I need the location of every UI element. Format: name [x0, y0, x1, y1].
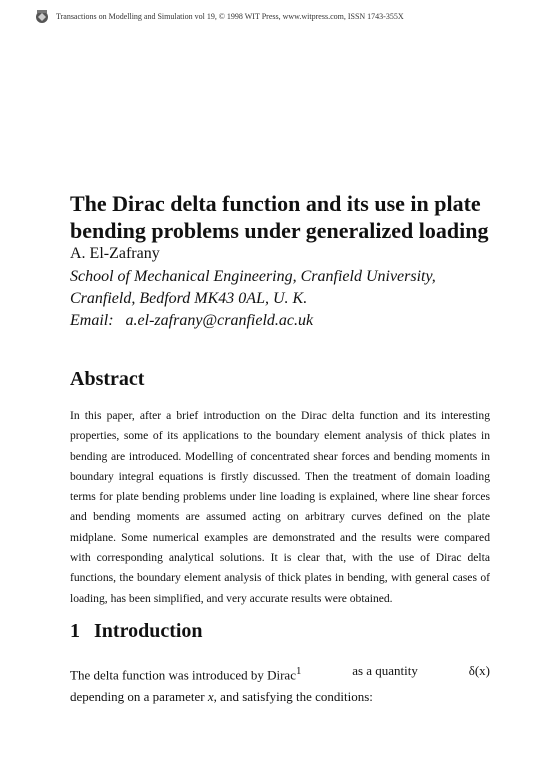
- abstract-text: In this paper, after a brief introduction on the Dirac delta function and its interesting properties, some of its applications to the boundary element analysis of thick plates in bending are introduced. Modelling of concentrated shear forces and bending moments in boundary integral equations is firstly discussed. Then the treatment of domain loading terms for plate bending problems under line loading is explained, where line shear forces and bending moments are assumed acting on arbitrary curves defined on the plate midplane. Some numerical examples are demonstrated and the results were compared with corresponding analytical solutions. It is clear that, with the use of Dirac delta functions, the boundary element analysis of thick plates in bending, with general cases of loading, has been simplified, and very accurate results were obtained.: [70, 409, 490, 605]
- footnote-ref: 1: [295, 665, 302, 677]
- author: A. El-Zafrany: [70, 245, 160, 262]
- header-text: Transactions on Modelling and Simulation vol 19, © 1998 WIT Press, www.witpress.com, ISSN 1743-355X: [56, 11, 404, 21]
- delta-symbol: δ(x): [468, 663, 490, 678]
- section-heading: [70, 620, 203, 643]
- email-line: [70, 310, 500, 332]
- section-title: Introduction: [94, 620, 203, 642]
- intro-paragraph: [70, 660, 490, 708]
- affiliation-line-2: Cranfield, Bedford MK43 0AL, U. K.: [70, 290, 308, 307]
- intro-text-d: , and satisfying the conditions:: [213, 689, 373, 705]
- affiliation-line-1: School of Mechanical Engineering, Cranfield University,: [70, 268, 436, 285]
- intro-text-b: as a quantity: [352, 663, 418, 678]
- paper-title: The Dirac delta function and its use in plate bending problems under generalized loading: [70, 191, 489, 243]
- affiliation: [70, 266, 500, 332]
- intro-text-a: The delta function was introduced by Dirac: [70, 667, 296, 683]
- intro-line-2: [70, 686, 490, 708]
- variable-x: x: [207, 689, 214, 705]
- intro-text-c: depending on a parameter: [70, 689, 205, 705]
- wit-press-logo: [34, 8, 50, 24]
- email-label: Email:: [70, 312, 114, 329]
- email-address[interactable]: a.el-zafrany@cranfield.ac.uk: [125, 312, 314, 329]
- abstract-heading: Abstract: [70, 368, 145, 390]
- section-number: 1: [70, 620, 80, 642]
- running-header: [34, 8, 530, 24]
- intro-line-1: [70, 660, 490, 686]
